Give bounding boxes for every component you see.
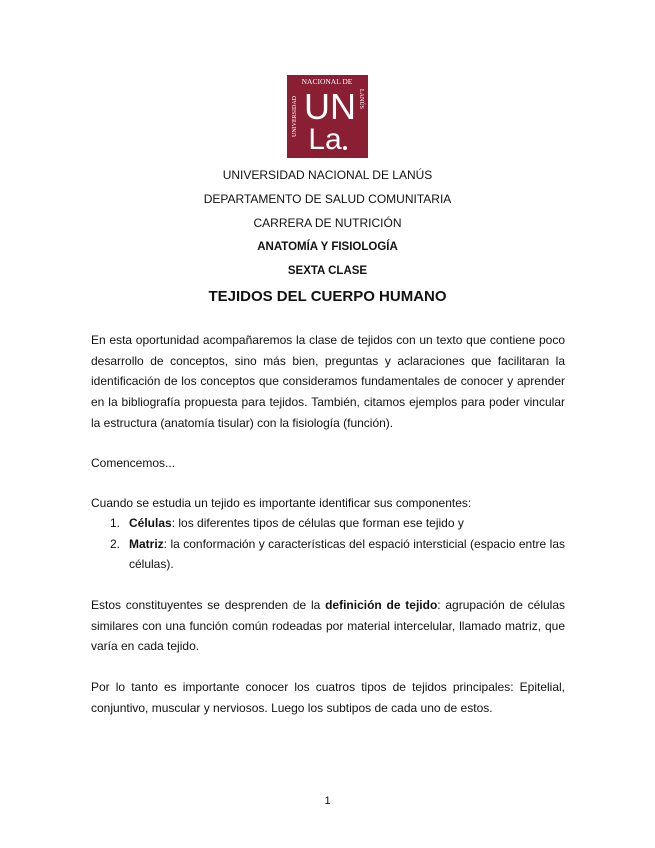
document-title: TEJIDOS DEL CUERPO HUMANO <box>208 288 447 305</box>
university-name: UNIVERSIDAD NACIONAL DE LANÚS <box>222 168 433 182</box>
subject-name: ANATOMÍA Y FISIOLOGÍA <box>257 241 398 253</box>
list-item <box>91 534 565 575</box>
tissue-types-paragraph: Por lo tanto es importante conocer los cuatros tipos de tejidos principales: Epitelial, conjuntivo, muscular y nerviosos. Luego los subtipos de cada uno de estos. <box>91 680 565 715</box>
intro-paragraph: En esta oportunidad acompañaremos la clase de tejidos con un texto que contiene poco desarrollo de conceptos, sino más bien, preguntas y aclaraciones que facilitaran la identificación de los conceptos que consideramos fundamentales de conocer y aprender en la bibliografía propuesta para tejidos. También, citamos ejemplos para poder vincular la estructura (anatomía tisular) con la fisiología (función). <box>91 333 565 430</box>
definition-text-after: : agrupación de células similares con una función común rodeadas por material intercelular, llamado matriz, que varía en cada tejido. <box>91 598 565 654</box>
page-number: 1 <box>324 795 331 807</box>
logo-graphic <box>287 75 368 158</box>
start-paragraph: Comencemos... <box>91 456 176 470</box>
list-item <box>91 513 565 534</box>
list-item-number: 2. <box>110 536 121 551</box>
logo-line1: UN <box>304 86 356 127</box>
list-item-term: Células <box>129 516 172 530</box>
definition-text-before: Estos constituyentes se desprenden de la <box>91 598 326 612</box>
department-name: DEPARTAMENTO DE SALUD COMUNITARIA <box>203 192 452 206</box>
logo-line2: La <box>308 123 342 156</box>
definition-term: definición de tejido <box>325 598 438 612</box>
career-name: CARRERA DE NUTRICIÓN <box>253 216 402 230</box>
components-list <box>91 513 565 575</box>
definition-paragraph <box>91 595 565 657</box>
logo-dot <box>343 146 347 150</box>
list-item-term: Matriz <box>129 536 164 551</box>
list-item-number: 1. <box>110 516 121 530</box>
components-intro-paragraph: Cuando se estudia un tejido es importante identificar sus componentes: <box>91 496 472 510</box>
university-logo <box>287 75 368 158</box>
list-item-text: : los diferentes tipos de células que forman ese tejido y <box>171 516 464 530</box>
list-item-text: : la conformación y características del espació intersticial (espacio entre las células). <box>129 536 565 572</box>
logo-ring-right: LANÚS <box>358 89 364 110</box>
logo-ring-top: NACIONAL DE <box>301 77 353 86</box>
class-name: SEXTA CLASE <box>287 265 368 277</box>
logo-ring-left: UNIVERSIDAD <box>292 96 298 137</box>
